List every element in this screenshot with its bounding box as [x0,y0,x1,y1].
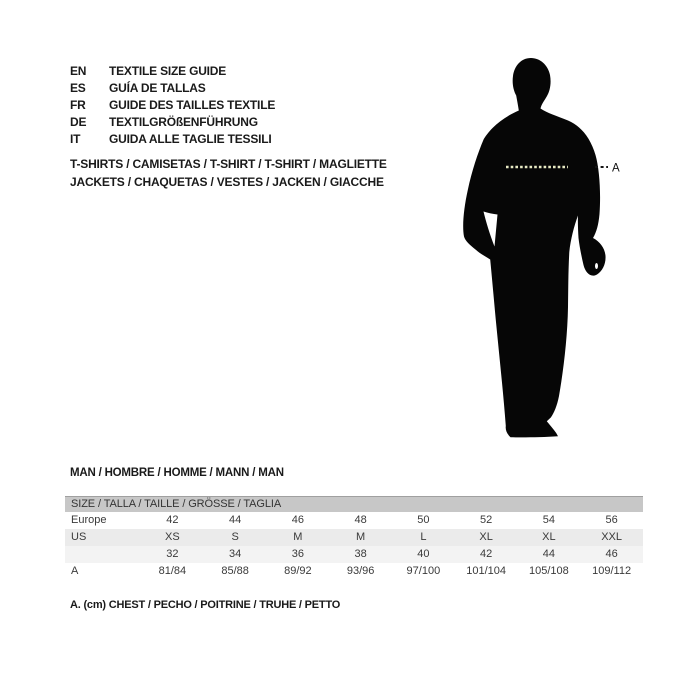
cell: 46 [605,548,618,560]
row-label: US [71,531,87,543]
cell: 42 [166,514,179,526]
cell: XXL [601,531,623,543]
row-label [65,546,141,563]
cell: 109/112 [592,565,632,577]
man-silhouette-figure [450,50,635,445]
cell: M [293,531,303,543]
lang-code: DE [70,115,87,129]
cell: 44 [542,548,555,560]
lang-label: TEXTILE SIZE GUIDE [109,64,227,78]
table-row-chest-a [65,563,643,580]
table-row-numeric [65,546,643,563]
cell: M [356,531,366,543]
category-tshirts: T-SHIRTS / CAMISETAS / T-SHIRT / T-SHIRT / MAGLIETTE [70,157,387,171]
category-jackets: JACKETS / CHAQUETAS / VESTES / JACKEN / GIACCHE [70,175,384,189]
lang-row-fr [70,97,275,114]
table-row-us [65,529,643,546]
cell: 81/84 [158,565,187,577]
cell: 46 [291,514,304,526]
cell: 44 [229,514,242,526]
cell: S [231,531,239,543]
row-label: A [71,565,79,577]
lang-label: GUÍA DE TALLAS [109,81,206,95]
garment-categories [70,155,387,191]
cell: 93/96 [346,565,375,577]
lang-row-en [70,63,275,80]
fist-highlight [595,263,598,269]
cell: 40 [417,548,430,560]
cell: 105/108 [528,565,569,577]
lang-label: TEXTILGRÖßENFÜHRUNG [109,115,258,129]
cell: XL [479,531,493,543]
lang-code: EN [70,64,87,78]
cell: 97/100 [406,565,441,577]
cell: 42 [480,548,493,560]
row-label: Europe [71,514,107,526]
lang-label: GUIDA ALLE TAGLIE TESSILI [109,132,272,146]
measurement-footnote: A. (cm) CHEST / PECHO / POITRINE / TRUHE / PETTO [70,599,341,611]
cell: 32 [166,548,179,560]
cell: 38 [354,548,367,560]
man-silhouette [463,58,605,437]
cell: XS [165,531,180,543]
measure-label-a: A [612,162,620,175]
size-table [65,496,643,580]
cell: 89/92 [284,565,312,577]
lang-code: IT [70,132,81,146]
cell: 50 [417,514,430,526]
cell: 52 [480,514,493,526]
lang-code: FR [70,98,86,112]
cell: 56 [605,514,618,526]
lang-row-es [70,80,275,97]
lang-row-de [70,114,275,131]
cell: 101/104 [466,565,506,577]
size-table-header: SIZE / TALLA / TAILLE / GRÖSSE / TAGLIA [65,496,643,512]
cell: 85/88 [221,565,249,577]
cell: 34 [229,548,242,560]
gender-heading: MAN / HOMBRE / HOMME / MANN / MAN [70,467,284,479]
lang-label: GUIDE DES TAILLES TEXTILE [109,98,276,112]
cell: 54 [542,514,555,526]
lang-code: ES [70,81,86,95]
cell: L [420,531,427,543]
cell: 36 [291,548,304,560]
cell: 48 [354,514,367,526]
language-title-list [70,63,275,148]
lang-row-it [70,131,275,148]
table-row-europe [65,512,643,529]
cell: XL [542,531,556,543]
